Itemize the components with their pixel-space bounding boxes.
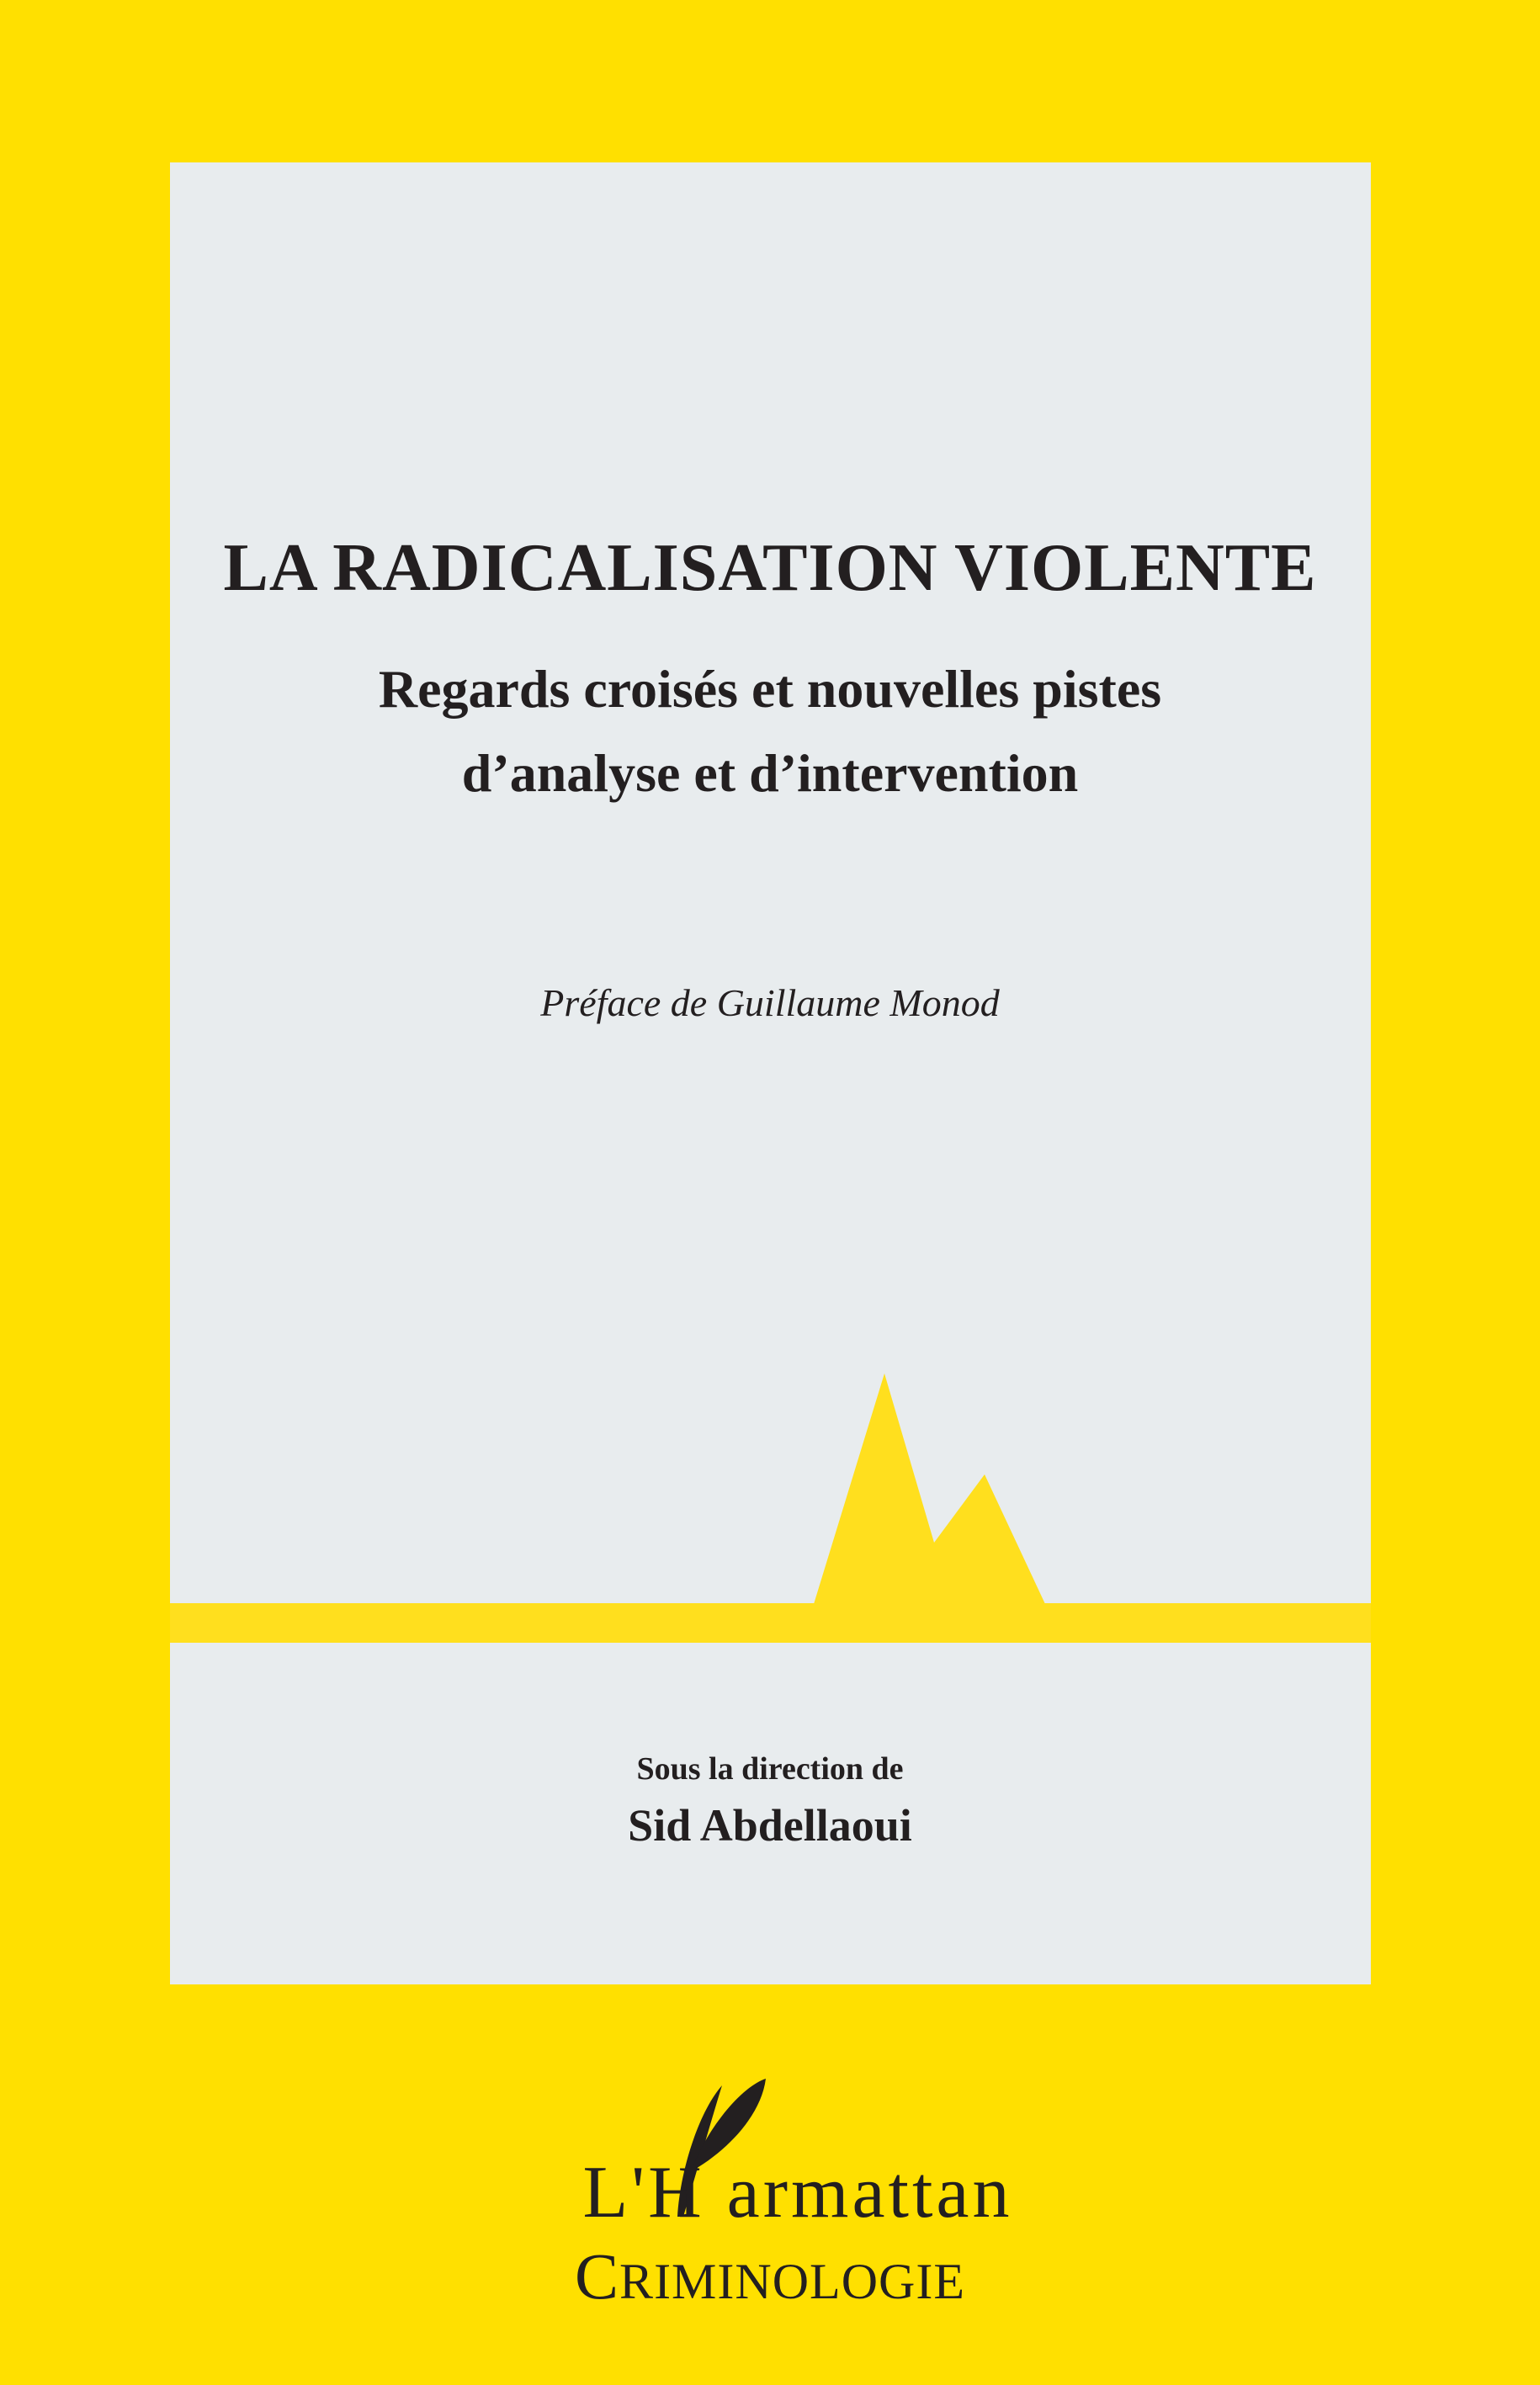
author-name: Sid Abdellaoui (628, 1800, 912, 1851)
book-title: LA RADICALISATION VIOLENTE (223, 531, 1317, 605)
mountain-peaks (814, 1373, 1045, 1604)
collection-name (0, 2239, 1540, 2314)
collection-rest: RIMINOLOGIE (619, 2254, 965, 2309)
direction-label: Sous la direction de (636, 1751, 904, 1787)
yellow-band (170, 1603, 1371, 1643)
preface-credit: Préface de Guillaume Monod (540, 981, 1000, 1024)
publisher-logo-text: L'H armattan (582, 2152, 1013, 2234)
collection-initial: C (575, 2239, 620, 2313)
book-subtitle-line1: Regards croisés et nouvelles pistes (378, 659, 1162, 719)
book-subtitle-line2: d’analyse et d’intervention (461, 743, 1079, 803)
